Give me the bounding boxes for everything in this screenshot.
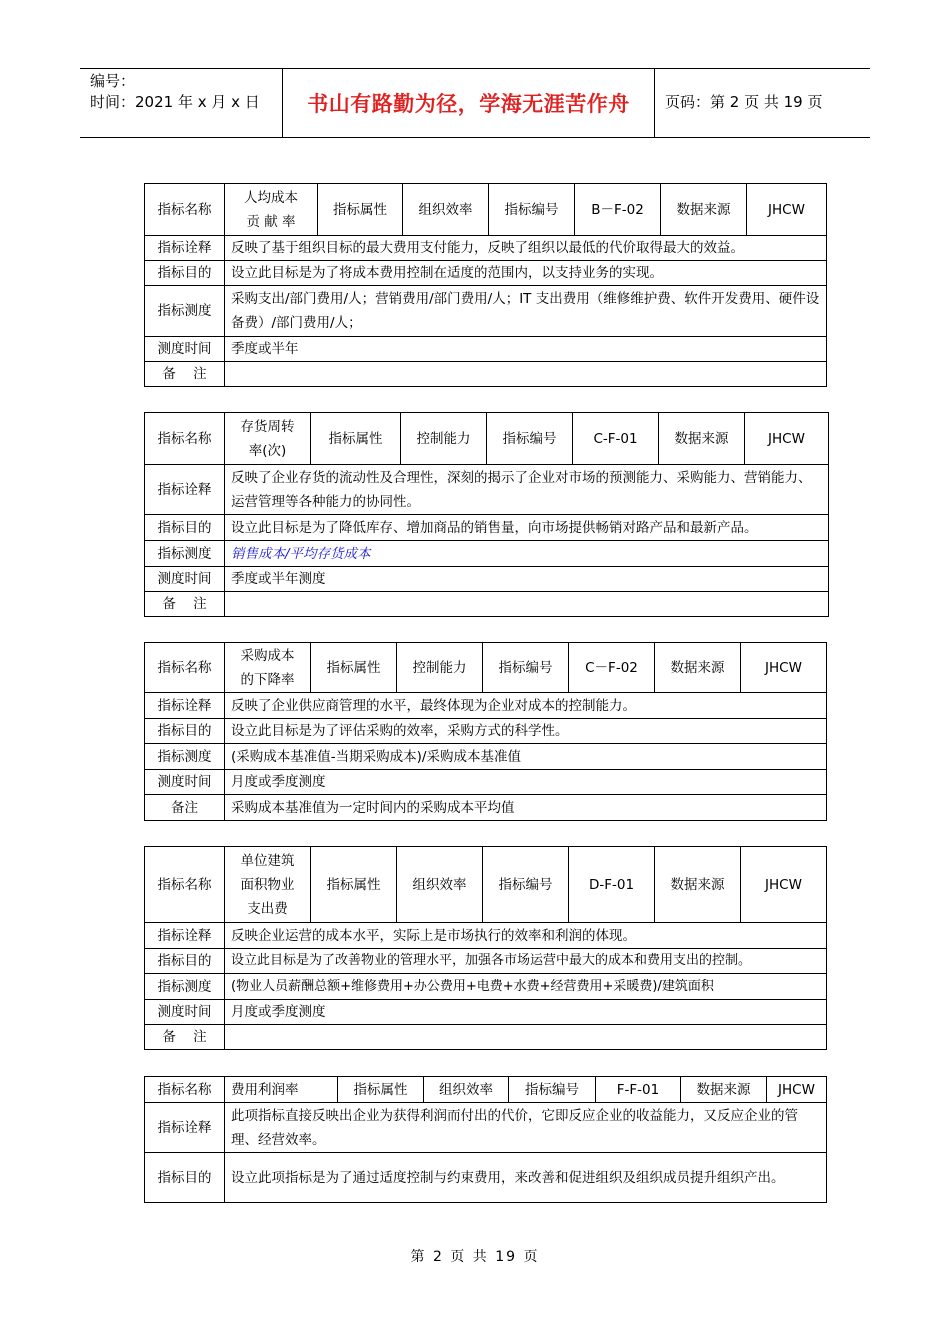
indicator-remark (225, 362, 827, 387)
indicator-purpose: 设立此目标是为了降低库存、增加商品的销售量，向市场提供畅销对路产品和最新产品。 (225, 515, 829, 541)
indicator-attribute: 组织效率 (397, 847, 483, 923)
indicator-interpretation: 反映了企业供应商管理的水平，最终体现为企业对成本的控制能力。 (225, 693, 827, 719)
label-time: 测度时间 (145, 1000, 225, 1025)
label-code: 指标编号 (483, 643, 569, 693)
label-interpretation: 指标诠释 (145, 923, 225, 949)
indicator-purpose: 设立此目标是为了评估采购的效率，采购方式的科学性。 (225, 719, 827, 744)
indicator-code: C－F-02 (569, 643, 655, 693)
indicator-measure: (采购成本基准值-当期采购成本)/采购成本基准值 (225, 744, 827, 770)
indicator-code: D-F-01 (569, 847, 655, 923)
indicator-measure: 销售成本/平均存货成本 (225, 541, 829, 567)
indicator-source: JHCW (741, 643, 827, 693)
label-remark: 备 注 (145, 1025, 225, 1050)
label-time: 测度时间 (145, 567, 225, 592)
label-purpose: 指标目的 (145, 719, 225, 744)
indicator-table (144, 412, 829, 617)
indicator-time: 季度或半年 (225, 337, 827, 362)
header-motto: 书山有路勤为径，学海无涯苦作舟 (307, 92, 630, 116)
label-code: 指标编号 (489, 184, 575, 236)
header-divider (654, 69, 655, 137)
label-interpretation: 指标诠释 (145, 693, 225, 719)
label-remark: 备 注 (145, 362, 225, 387)
indicator-attribute: 控制能力 (401, 413, 487, 465)
indicator-table (144, 642, 827, 821)
label-attribute: 指标属性 (311, 413, 401, 465)
indicator-source: JHCW (747, 184, 827, 236)
indicator-interpretation: 反映企业运营的成本水平，实际上是市场执行的效率和利润的体现。 (225, 923, 827, 949)
label-interpretation: 指标诠释 (145, 1103, 225, 1153)
page-header (80, 68, 870, 138)
label-code: 指标编号 (487, 413, 573, 465)
label-name: 指标名称 (145, 413, 225, 465)
indicator-name: 费用利润率 (225, 1077, 338, 1103)
indicator-remark (225, 592, 829, 617)
label-attribute: 指标属性 (318, 184, 403, 236)
indicator-code: F-F-01 (596, 1077, 681, 1103)
label-time: 测度时间 (145, 337, 225, 362)
indicator-name: 采购成本 的下降率 (225, 643, 311, 693)
label-purpose: 指标目的 (145, 261, 225, 286)
label-measure: 指标测度 (145, 744, 225, 770)
label-measure: 指标测度 (145, 286, 225, 337)
label-measure: 指标测度 (145, 541, 225, 567)
label-name: 指标名称 (145, 1077, 225, 1103)
indicator-code: B－F-02 (575, 184, 661, 236)
label-attribute: 指标属性 (338, 1077, 424, 1103)
indicator-attribute: 控制能力 (397, 643, 483, 693)
indicator-table (144, 1076, 827, 1203)
document-date: 时间：2021 年 x 月 x 日 (90, 93, 260, 111)
indicator-source: JHCW (745, 413, 829, 465)
indicator-interpretation: 反映了企业存货的流动性及合理性，深刻的揭示了企业对市场的预测能力、采购能力、营销能力、运营管理等各种能力的协同性。 (225, 465, 829, 515)
indicator-interpretation: 反映了基于组织目标的最大费用支付能力，反映了组织以最低的代价取得最大的效益。 (225, 236, 827, 261)
label-source: 数据来源 (659, 413, 745, 465)
indicator-remark (225, 1025, 827, 1050)
label-attribute: 指标属性 (311, 643, 397, 693)
indicator-attribute: 组织效率 (403, 184, 489, 236)
label-name: 指标名称 (145, 643, 225, 693)
indicator-measure: (物业人员薪酬总额+维修费用+办公费用+电费+水费+经营费用+采暖费)/建筑面积 (225, 974, 827, 1000)
indicator-table (144, 846, 827, 1050)
indicator-time: 季度或半年测度 (225, 567, 829, 592)
label-purpose: 指标目的 (145, 1153, 225, 1203)
indicator-remark: 采购成本基准值为一定时间内的采购成本平均值 (225, 795, 827, 821)
label-code: 指标编号 (509, 1077, 596, 1103)
indicator-attribute: 组织效率 (424, 1077, 509, 1103)
label-remark: 备注 (145, 795, 225, 821)
label-source: 数据来源 (655, 847, 741, 923)
indicator-source: JHCW (767, 1077, 827, 1103)
header-meta (90, 71, 280, 113)
label-measure: 指标测度 (145, 974, 225, 1000)
indicator-purpose: 设立此项指标是为了通过适度控制与约束费用，来改善和促进组织及组织成员提升组织产出。 (225, 1153, 827, 1203)
label-source: 数据来源 (661, 184, 747, 236)
indicator-name: 人均成本 贡 献 率 (225, 184, 318, 236)
label-remark: 备 注 (145, 592, 225, 617)
label-code: 指标编号 (483, 847, 569, 923)
indicator-name: 单位建筑 面积物业 支出费 (225, 847, 311, 923)
label-name: 指标名称 (145, 847, 225, 923)
document-number-label: 编号： (90, 72, 136, 90)
indicator-name: 存货周转 率(次) (225, 413, 311, 465)
indicator-measure: 采购支出/部门费用/人；营销费用/部门费用/人；IT 支出费用（维修维护费、软件开发费用、硬件设备费）/部门费用/人； (225, 286, 827, 337)
label-source: 数据来源 (681, 1077, 767, 1103)
indicator-table (144, 183, 827, 387)
label-name: 指标名称 (145, 184, 225, 236)
indicator-purpose: 设立此目标是为了将成本费用控制在适度的范围内，以支持业务的实现。 (225, 261, 827, 286)
indicator-source: JHCW (741, 847, 827, 923)
indicator-purpose: 设立此目标是为了改善物业的管理水平，加强各市场运营中最大的成本和费用支出的控制。 (225, 949, 827, 974)
indicator-interpretation: 此项指标直接反映出企业为获得利润而付出的代价，它即反应企业的收益能力，又反应企业的管理、经营效率。 (225, 1103, 827, 1153)
header-page-info: 页码：第 2 页 共 19 页 (665, 93, 823, 111)
page-footer: 第 2 页 共 19 页 (410, 1249, 540, 1265)
indicator-time: 月度或季度测度 (225, 1000, 827, 1025)
label-interpretation: 指标诠释 (145, 465, 225, 515)
label-time: 测度时间 (145, 770, 225, 795)
label-purpose: 指标目的 (145, 949, 225, 974)
label-interpretation: 指标诠释 (145, 236, 225, 261)
label-purpose: 指标目的 (145, 515, 225, 541)
label-attribute: 指标属性 (311, 847, 397, 923)
label-source: 数据来源 (655, 643, 741, 693)
indicator-code: C-F-01 (573, 413, 659, 465)
indicator-time: 月度或季度测度 (225, 770, 827, 795)
